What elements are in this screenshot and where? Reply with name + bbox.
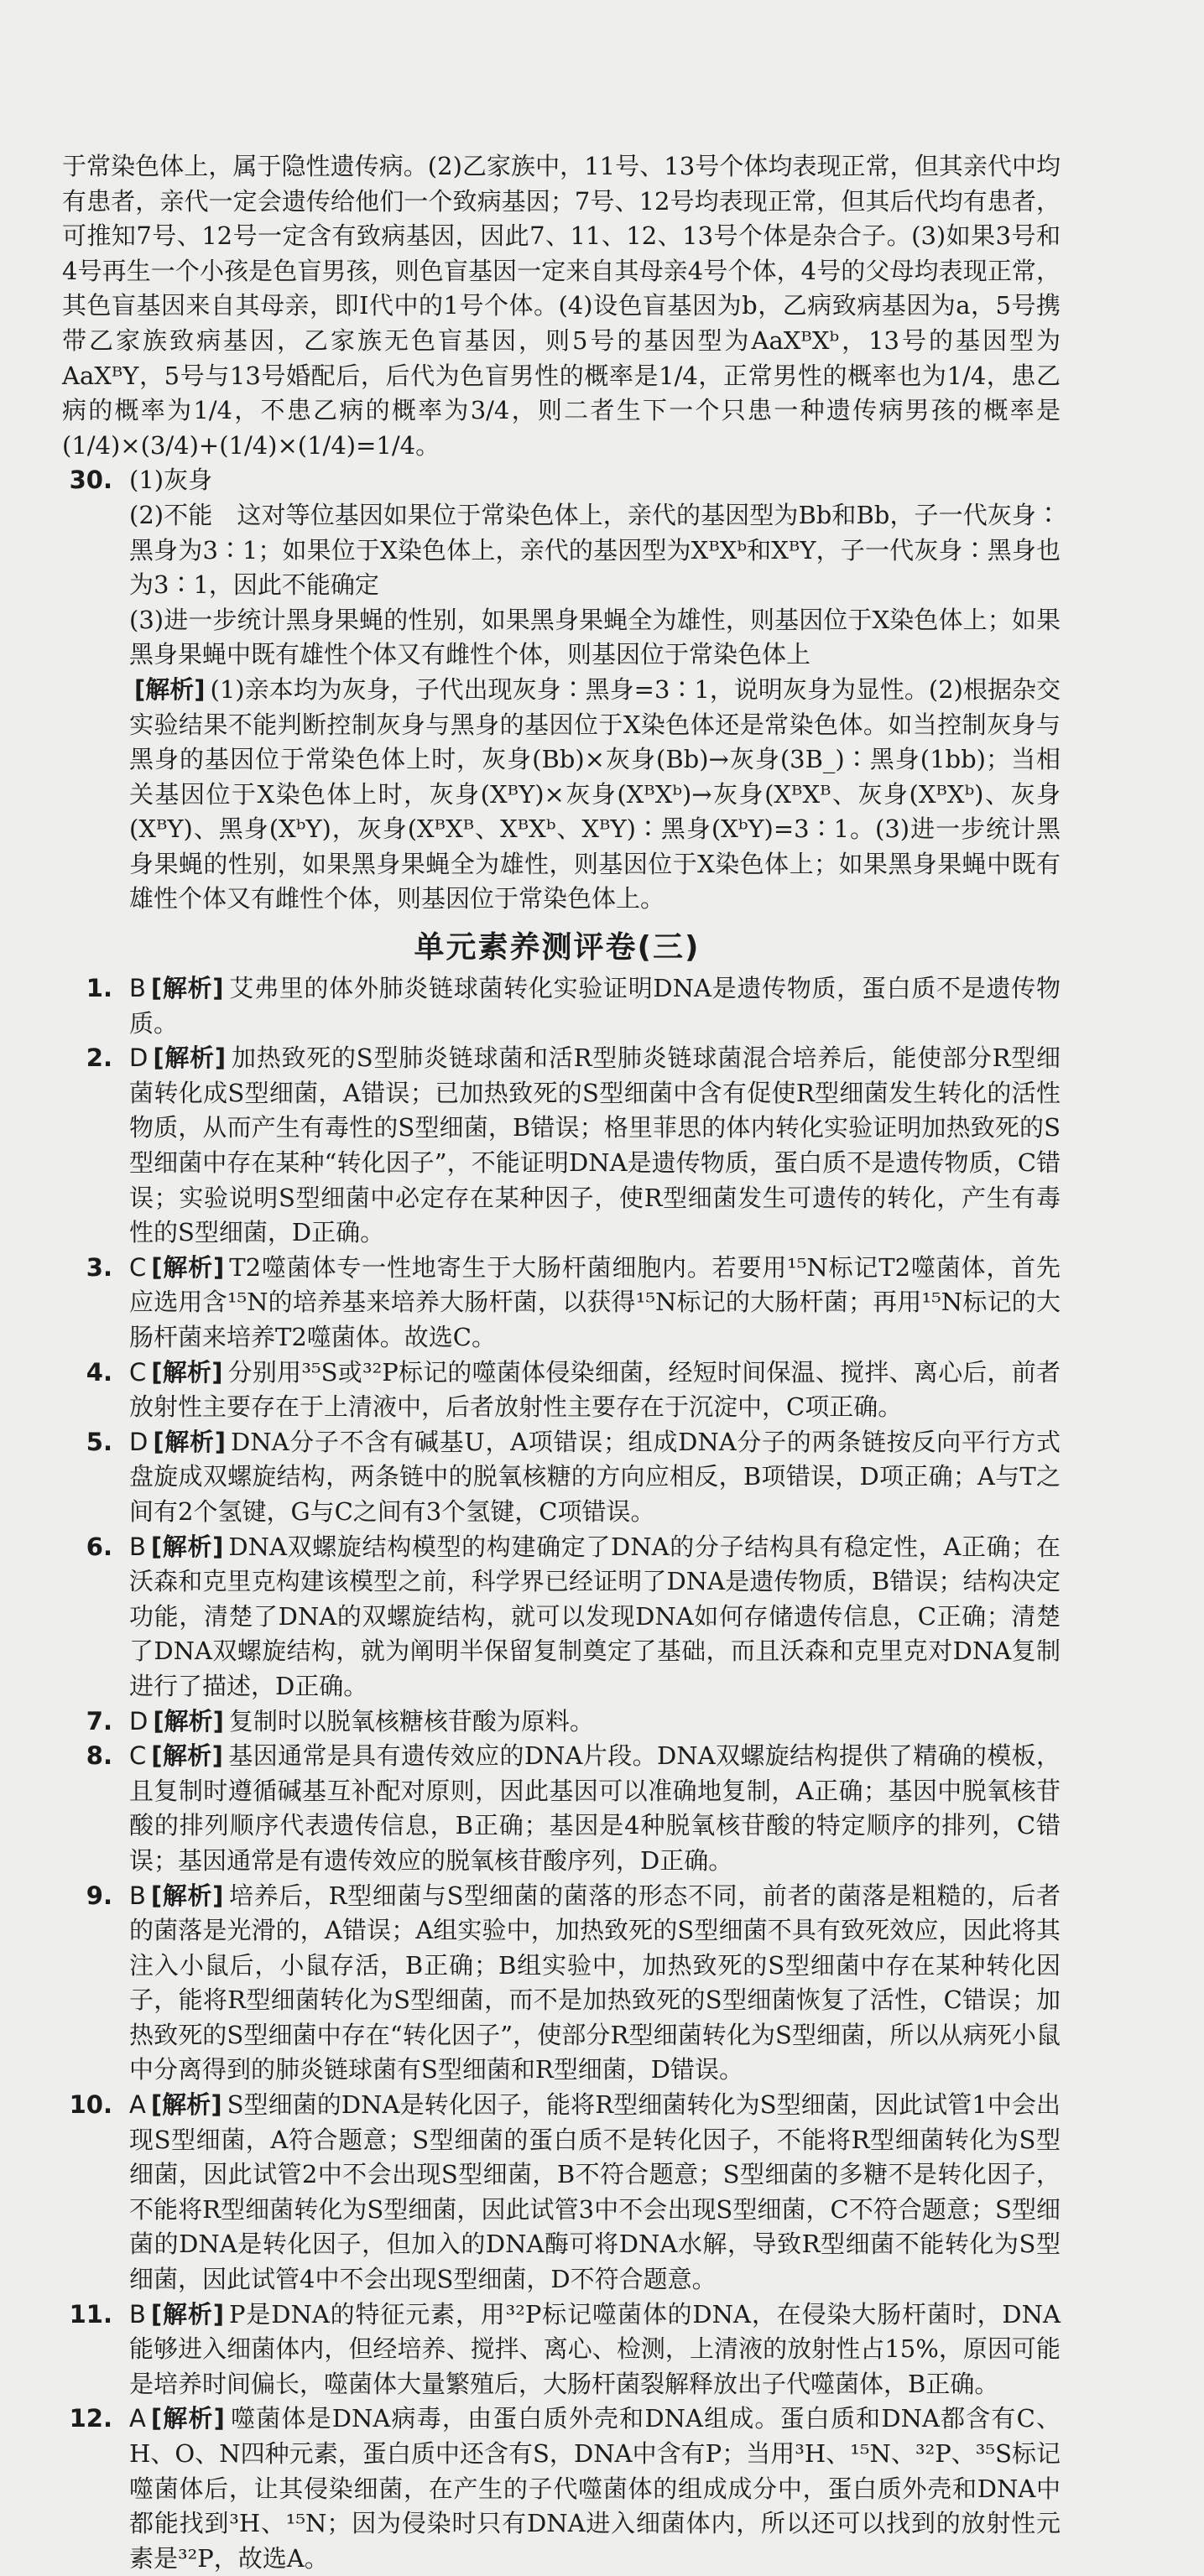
answer-choice: C: [129, 1357, 147, 1387]
answer-choice: A: [129, 2090, 146, 2120]
answer-choice: B: [129, 1881, 146, 1910]
analysis-tag: [解析]: [150, 2404, 225, 2433]
question-number: 30.: [69, 466, 112, 495]
analysis-tag: [解析]: [150, 1532, 224, 1561]
answer-item: [54, 1530, 1061, 1704]
analysis-text: 复制时以脱氧核糖核苷酸为原料。: [228, 1706, 594, 1736]
answer-item: [54, 1356, 1061, 1425]
answer-item: [54, 1425, 1061, 1530]
question-number: 11.: [69, 2299, 112, 2329]
analysis-text: DNA分子不含有碱基U，A项错误；组成DNA分子的两条链按反向平行方式盘旋成双螺旋结构，两条链中的脱氧核糖的方向应相反，B项错误，D项正确；A与T之间有2个氢键，G与C之间有3个氢键，C项错误。: [129, 1427, 1061, 1526]
analysis-text: 培养后，R型细菌与S型细菌的菌落的形态不同，前者的菌落是粗糙的，后者的菌落是光滑的，A错误；A组实验中，加热致死的S型细菌不具有致死效应，因此将其注入小鼠后，小鼠存活，B正确；B组实验中，加热致死的S型细菌中存在某种转化因子，能将R型细菌转化为S型细菌，而不是加热致死的S型细菌恢复了活性，C错误；加热致死的S型细菌中存在“转化因子”，使部分R型细菌转化为S型细菌，所以从病死小鼠中分离得到的肺炎链球菌有S型细菌和R型细菌，D错误。: [129, 1881, 1061, 2084]
analysis-text: 艾弗里的体外肺炎链球菌转化实验证明DNA是遗传物质，蛋白质不是遗传物质。: [129, 974, 1061, 1038]
analysis-tag: [解析]: [150, 974, 224, 1003]
answer-line: (2)不能 这对等位基因如果位于常染色体上，亲代的基因型为Bb和Bb，子一代灰身∶黑身为3∶1；如果位于X染色体上，亲代的基因型为XᴮXᵇ和XᴮY，子一代灰身∶黑身也为3∶1，因此不能确定: [129, 500, 1061, 600]
analysis-tag: [解析]: [153, 1427, 226, 1456]
answer-item: [54, 1041, 1061, 1251]
analysis-tag: [解析]: [153, 1706, 224, 1736]
answer-item: [54, 1704, 1061, 1740]
analysis-text: (1)亲本均为灰身，子代出现灰身∶黑身=3∶1，说明灰身为显性。(2)根据杂交实验结果不能判断控制灰身与黑身的基因位于X染色体还是常染色体。如当控制灰身与黑身的基因位于常染色体上时，灰身(Bb)×灰身(Bb)→灰身(3B_)∶黑身(1bb)；当相关基因位于X染色体上时，灰身(XᴮY)×灰身(XᴮXᵇ)→灰身(XᴮXᴮ、灰身(XᴮXᵇ)、灰身(XᴮY)、黑身(XᵇY)，灰身(XᴮXᴮ、XᴮXᵇ、XᴮY)∶黑身(XᵇY)=3∶1。(3)进一步统计黑身果蝇的性别，如果黑身果蝇全为雄性，则基因位于X染色体上；如果黑身果蝇中既有雄性个体又有雌性个体，则基因位于常染色体上。: [129, 674, 1061, 913]
question-number: 8.: [86, 1741, 112, 1771]
answer-item: [54, 2088, 1061, 2298]
analysis-block: [129, 673, 1061, 917]
question-30: [54, 463, 1061, 917]
answer-item: [54, 971, 1061, 1041]
answer-list: [54, 971, 1061, 2576]
answer-page: [54, 149, 1061, 2576]
analysis-tag: [解析]: [150, 1881, 224, 1910]
answer-choice: C: [129, 1252, 147, 1282]
analysis-text: 加热致死的S型肺炎链球菌和活R型肺炎链球菌混合培养后，能使部分R型细菌转化成S型细菌，A错误；已加热致死的S型细菌中含有促使R型细菌发生转化的活性物质，从而产生有毒性的S型细菌，B错误；格里菲思的体内转化实验证明加热致死的S型细菌中存在某种“转化因子”，不能证明DNA是遗传物质，蛋白质不是遗传物质，C错误；实验说明S型细菌中必定存在某种因子，使R型细菌发生可遗传的转化，产生有毒性的S型细菌，D正确。: [129, 1043, 1061, 1247]
question-number: 2.: [86, 1043, 112, 1073]
intro-paragraph: 于常染色体上，属于隐性遗传病。(2)乙家族中，11号、13号个体均表现正常，但其亲代中均有患者，亲代一定会遗传给他们一个致病基因；7号、12号均表现正常，但其后代均有患者，可推知7号、12号一定含有致病基因，因此7、11、12、13号个体是杂合子。(3)如果3号和4号再生一个小孩是色盲男孩，则色盲基因一定来自其母亲4号个体，4号的父母均表现正常，其色盲基因来自其母亲，即Ⅰ代中的1号个体。(4)设色盲基因为b，乙病致病基因为a，5号携带乙家族致病基因，乙家族无色盲基因，则5号的基因型为AaXᴮXᵇ，13号的基因型为AaXᴮY，5号与13号婚配后，后代为色盲男性的概率是1/4，正常男性的概率也为1/4，患乙病的概率为1/4，不患乙病的概率为3/4，则二者生下一个只患一种遗传病男孩的概率是(1/4)×(3/4)+(1/4)×(1/4)=1/4。: [62, 152, 1061, 460]
answer-item: [54, 2298, 1061, 2402]
question-number: 5.: [86, 1427, 112, 1456]
question-number: 7.: [86, 1706, 112, 1736]
answer-choice: B: [129, 974, 146, 1003]
answer-choice: D: [129, 1427, 149, 1456]
analysis-tag: [解析]: [151, 1252, 225, 1282]
analysis-text: S型细菌的DNA是转化因子，能将R型细菌转化为S型细菌，因此试管1中会出现S型细菌，A符合题意；S型细菌的蛋白质不是转化因子，不能将R型细菌转化为S型细菌，因此试管2中不会出现S型细菌，B不符合题意；S型细菌的多糖不是转化因子，不能将R型细菌转化为S型细菌，因此试管3中不会出现S型细菌，C不符合题意；S型细菌的DNA是转化因子，但加入的DNA酶可将DNA水解，导致R型细菌不能转化为S型细菌，因此试管4中不会出现S型细菌，D不符合题意。: [129, 2090, 1061, 2294]
question-number: 3.: [86, 1252, 112, 1282]
question-number: 12.: [69, 2404, 112, 2433]
answer-choice: B: [129, 2299, 146, 2329]
analysis-text: DNA双螺旋结构模型的构建确定了DNA的分子结构具有稳定性，A正确；在沃森和克里克构建该模型之前，科学界已经证明了DNA是遗传物质，B错误；结构决定功能，清楚了DNA的双螺旋结构，就可以发现DNA如何存储遗传信息，C正确；清楚了DNA双螺旋结构，就为阐明半保留复制奠定了基础，而且沃森和克里克对DNA复制进行了描述，D正确。: [129, 1532, 1061, 1700]
question-number: 6.: [86, 1532, 112, 1561]
answer-choice: B: [129, 1532, 146, 1561]
answer-choice: A: [129, 2404, 146, 2433]
section-title: 单元素养测评卷(三): [414, 930, 701, 965]
question-number: 9.: [86, 1881, 112, 1910]
answer-line: (3)进一步统计黑身果蝇的性别，如果黑身果蝇全为雄性，则基因位于X染色体上；如果黑身果蝇中既有雄性个体又有雌性个体，则基因位于常染色体上: [129, 605, 1061, 669]
answer-item: [54, 1739, 1061, 1878]
answer-item: [54, 2402, 1061, 2576]
analysis-tag: [解析]: [151, 1357, 223, 1387]
analysis-text: P是DNA的特征元素，用³²P标记噬菌体的DNA，在侵染大肠杆菌时，DNA能够进入细菌体内，但经培养、搅拌、离心、检测，上清液的放射性占15%，原因可能是培养时间偏长，噬菌体大量繁殖后，大肠杆菌裂解释放出子代噬菌体，B正确。: [129, 2299, 1061, 2398]
analysis-text: 基因通常是具有遗传效应的DNA片段。DNA双螺旋结构提供了精确的模板，且复制时遵循碱基互补配对原则，因此基因可以准确地复制，A正确；基因中脱氧核苷酸的排列顺序代表遗传信息，B正确；基因是4种脱氧核苷酸的特定顺序的排列，C错误；基因通常是有遗传效应的脱氧核苷酸序列，D正确。: [129, 1741, 1061, 1875]
question-number: 10.: [69, 2090, 112, 2120]
question-number: 4.: [86, 1357, 112, 1387]
answer-item: [54, 1879, 1061, 2089]
answer-choice: D: [129, 1706, 149, 1736]
analysis-tag: [解析]: [150, 2090, 222, 2120]
answer-choice: C: [129, 1741, 147, 1771]
analysis-text: 噬菌体是DNA病毒，由蛋白质外壳和DNA组成。蛋白质和DNA都含有C、H、O、N四种元素，蛋白质中还含有S，DNA中含有P；当用³H、¹⁵N、³²P、³⁵S标记噬菌体后，让其侵染细菌，在产生的子代噬菌体的组成成分中，蛋白质外壳和DNA中都能找到³H、¹⁵N；因为侵染时只有DNA进入细菌体内，所以还可以找到的放射性元素是³²P，故选A。: [129, 2404, 1061, 2573]
answer-choice: D: [129, 1043, 149, 1073]
analysis-tag: [解析]: [150, 2299, 224, 2329]
analysis-tag: [解析]: [134, 674, 206, 704]
analysis-tag: [解析]: [153, 1043, 227, 1073]
answer-line: (1)灰身: [129, 466, 213, 495]
analysis-text: T2噬菌体专一性地寄生于大肠杆菌细胞内。若要用¹⁵N标记T2噬菌体，首先应选用含¹⁵N的培养基来培养大肠杆菌，以获得¹⁵N标记的大肠杆菌；再用¹⁵N标记的大肠杆菌来培养T2噬菌体。故选C。: [129, 1252, 1061, 1351]
answer-item: [54, 1251, 1061, 1356]
question-number: 1.: [86, 974, 112, 1003]
analysis-tag: [解析]: [151, 1741, 223, 1771]
analysis-text: 分别用³⁵S或³²P标记的噬菌体侵染细菌，经短时间保温、搅拌、离心后，前者放射性主要存在于上清液中，后者放射性主要存在于沉淀中，C项正确。: [129, 1357, 1061, 1422]
